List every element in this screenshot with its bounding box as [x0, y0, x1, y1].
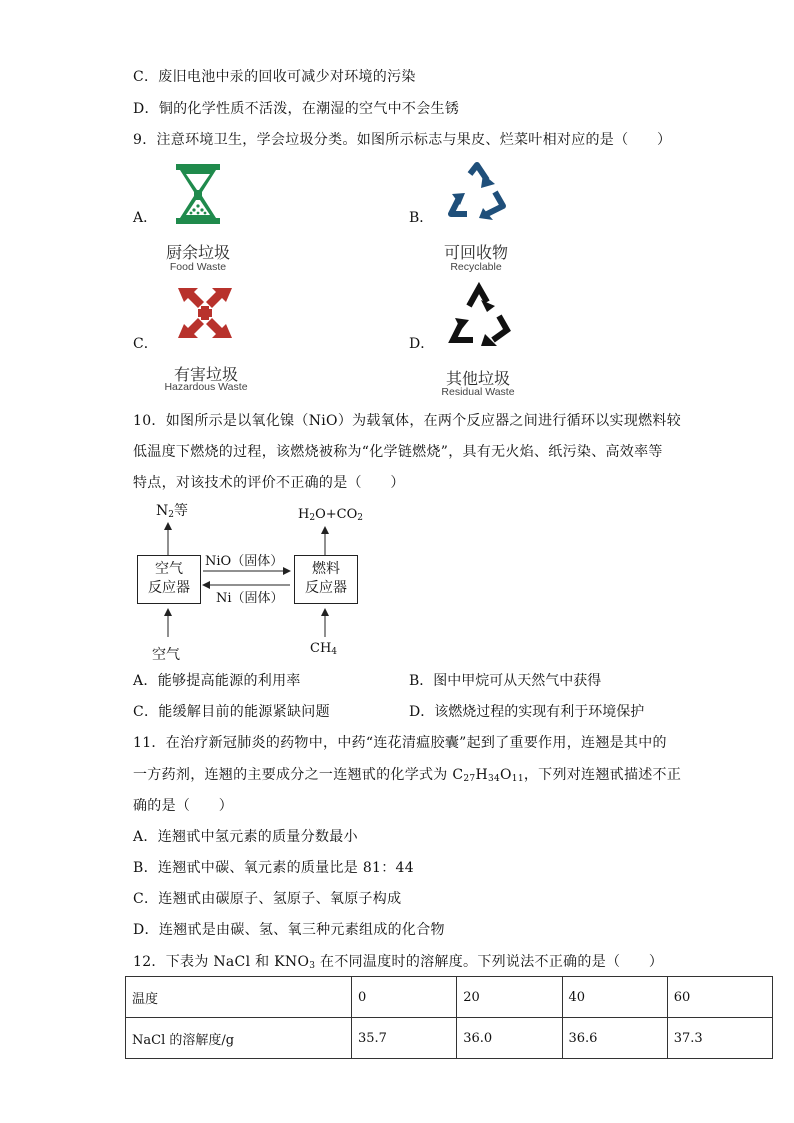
- hazardous-waste-cn-label: 有害垃圾: [173, 365, 238, 384]
- table-cell: NaCl 的溶解度/g: [126, 1018, 352, 1059]
- recyclable-cn-label: 可回收物: [443, 243, 508, 262]
- n2-label: $N_2$等: [156, 503, 188, 520]
- q11-stem-line1: 11．在治疗新冠肺炎的药物中，中药“连花清瘟胶囊”起到了重要作用，连翘是其中的: [133, 735, 667, 751]
- recyclable-icon: [443, 160, 511, 222]
- table-cell: 60: [667, 977, 772, 1018]
- air-inlet-label: 空气: [152, 647, 180, 663]
- q11-option-c: C．连翘甙由碳原子、氢原子、氧原子构成: [133, 891, 402, 907]
- q11-stem-line3: 确的是（ ）: [133, 798, 234, 814]
- table-cell: 36.0: [457, 1018, 562, 1059]
- hazardous-waste-icon: [174, 284, 236, 342]
- table-row: [126, 1018, 773, 1059]
- q10-stem-line3: 特点，对该技术的评价不正确的是（ ）: [133, 475, 405, 491]
- q10-option-b: B．图中甲烷可从天然气中获得: [409, 673, 602, 689]
- q9-option-c-letter: C．: [133, 336, 158, 352]
- q11-option-b: B．连翘甙中碳、氧元素的质量比是 81：44: [133, 860, 414, 876]
- table-cell: 0: [352, 977, 457, 1018]
- air-reactor-box: [137, 555, 201, 604]
- q11-option-d: D．连翘甙是由碳、氢、氧三种元素组成的化合物: [133, 922, 445, 938]
- ch4-label: $CH_4$: [310, 641, 338, 657]
- food-waste-en-label: Food Waste: [169, 261, 227, 273]
- q11-stem-line2: 一方药剂，连翘的主要成分之一连翘甙的化学式为 $C_{27}H_{34}O_{11}$，下列对连翘甙描述不正: [133, 767, 682, 784]
- table-cell: 36.6: [562, 1018, 667, 1059]
- q10-stem-line2: 低温度下燃烧的过程，该燃烧被称为“化学链燃烧”，具有无火焰、纸污染、高效率等: [133, 444, 663, 460]
- q9-option-b-letter: B．: [409, 210, 434, 226]
- residual-waste-en-label: Residual Waste: [441, 386, 515, 398]
- residual-waste-cn-label: 其他垃圾: [445, 369, 510, 388]
- q9-option-d-letter: D．: [409, 336, 435, 352]
- nio-label: NiO（固体）: [205, 554, 284, 569]
- q10-option-a: A．能够提高能源的利用率: [133, 673, 301, 689]
- ni-label: Ni（固体）: [216, 591, 284, 606]
- q8-option-c: C．废旧电池中汞的回收可减少对环境的污染: [133, 69, 416, 85]
- air-reactor-label-2: 反应器: [148, 580, 190, 596]
- recyclable-en-label: Recyclable: [450, 261, 502, 273]
- table-header-row: [126, 977, 773, 1018]
- fuel-reactor-label-2: 反应器: [305, 580, 347, 596]
- q11-option-a: A．连翘甙中氢元素的质量分数最小: [133, 829, 358, 845]
- table-cell: 20: [457, 977, 562, 1018]
- food-waste-cn-label: 厨余垃圾: [165, 243, 230, 262]
- residual-waste-icon: [447, 282, 511, 348]
- q10-option-d: D．该燃烧过程的实现有利于环境保护: [409, 704, 645, 720]
- hazardous-waste-en-label: Hazardous Waste: [164, 381, 248, 393]
- solubility-table: [125, 976, 773, 1059]
- q9-option-a-letter: A．: [133, 210, 158, 226]
- q12-stem: 12．下表为 NaCl 和 $KNO_3$ 在不同温度时的溶解度。下列说法不正确的是（ ）: [133, 954, 664, 971]
- air-reactor-label-1: 空气: [155, 561, 183, 577]
- h2o-co2-label: $H_2O+CO_2$: [298, 507, 363, 523]
- fuel-reactor-label-1: 燃料: [312, 561, 340, 577]
- q8-option-d: D．铜的化学性质不活泼，在潮湿的空气中不会生锈: [133, 101, 460, 117]
- fuel-reactor-box: [294, 555, 358, 604]
- food-waste-icon: [172, 162, 224, 226]
- table-cell: 温度: [126, 977, 352, 1018]
- q10-option-c: C．能缓解目前的能源紧缺问题: [133, 704, 330, 720]
- q9-stem: 9．注意环境卫生，学会垃圾分类。如图所示标志与果皮、烂菜叶相对应的是（ ）: [133, 132, 672, 148]
- table-cell: 37.3: [667, 1018, 772, 1059]
- q10-stem-line1: 10．如图所示是以氧化镍（NiO）为载氧体，在两个反应器之间进行循环以实现燃料较: [133, 413, 682, 429]
- table-cell: 35.7: [352, 1018, 457, 1059]
- table-cell: 40: [562, 977, 667, 1018]
